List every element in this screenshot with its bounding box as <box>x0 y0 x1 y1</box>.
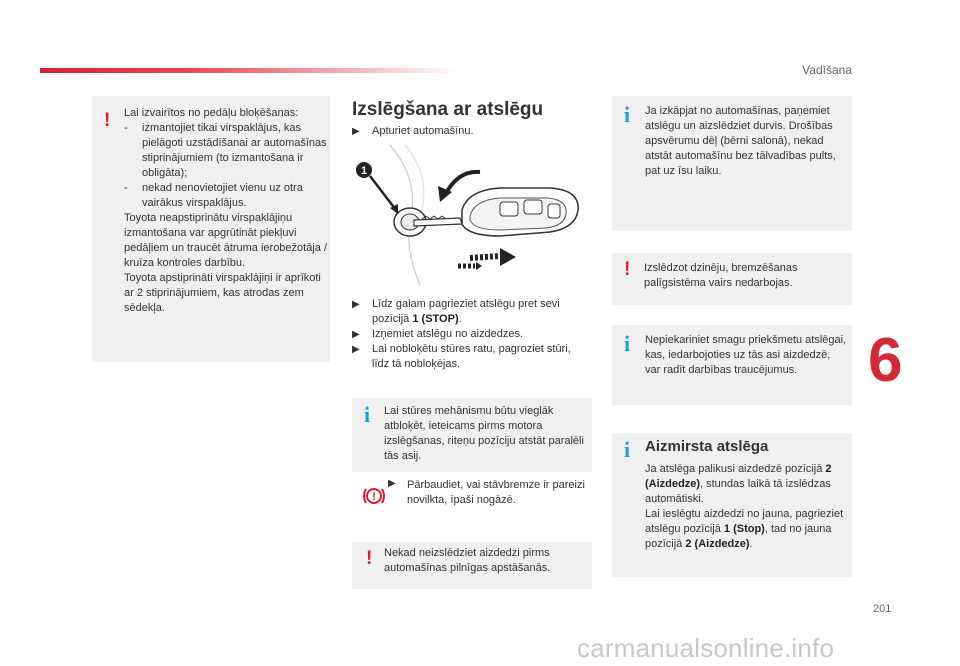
pedal-warning-box <box>92 96 330 362</box>
forgotten-key-box <box>612 433 852 577</box>
leave-car-info-text: Ja izkāpjat no automašīnas, paņemiet atslēgu un aizslēdziet durvis. Drošības apsvērumu dēļ (bērni salonā), nekad atstāt automašīnu bez tālvadības pults, pat uz īsu laiku. <box>645 105 836 177</box>
arrow-bullet-icon: ▶ <box>388 478 396 489</box>
brake-check-text: Pārbaudiet, vai stāvbremze ir pareizi novilkta, īpaši nogāzē. <box>407 479 585 506</box>
heavy-object-info-text: Nepiekariniet smagu priekšmetu atslēgai, kas, iedarbojoties uz tās asi aizdedzē, var radīt darbības traucējumus. <box>645 334 847 376</box>
brake-warning-icon <box>362 484 386 508</box>
brake-check-box <box>352 472 592 534</box>
chapter-number: 6 <box>868 326 903 395</box>
step-item: ▶ Izņemiet atslēgu no aizdedzes. <box>352 328 524 340</box>
arrow-bullet-icon: ▶ <box>352 344 360 355</box>
info-icon: i <box>624 102 631 127</box>
arrow-bullet-icon: ▶ <box>352 299 360 310</box>
step-item: ▶ Līdz galam pagrieziet atslēgu pret sevi pozīcijā 1 (STOP). <box>352 298 560 325</box>
svg-text:!: ! <box>372 491 376 503</box>
list-item: - nekad nenovietojiet vienu uz otra vairākus virspaklājus. <box>124 181 329 211</box>
page-number: 201 <box>873 603 892 615</box>
warning-icon: ! <box>624 259 631 280</box>
section-label: Vadīšana <box>802 63 852 77</box>
forgotten-key-text: Ja atslēga palikusi aizdedzē pozīcijā 2 (Aizdedze), stundas laikā tā izslēdzas automātiski. Lai ieslēgtu aizdedzi no jauna, pagrieziet atslēgu pozīcijā 1 (Stop), tad no jauna pozīcijā 2 (Aizdedze). <box>645 463 844 550</box>
list-item: - izmantojiet tikai virspaklājus, kas pielāgoti uzstādīšanai ar automašīnas stiprinājumiem (to izmantošana ir obligāta); <box>124 121 329 181</box>
warning-icon: ! <box>366 548 373 569</box>
callout-number: 1 <box>360 165 368 177</box>
step-item: ▶ Lai nobloķētu stūres ratu, pagroziet stūri, līdz tā nobloķējas. <box>352 343 571 370</box>
ignition-warning-text: Nekad neizslēdziet aizdedzi pirms automašīnas pilnīgas apstāšanās. <box>384 547 551 574</box>
pedal-warning-intro: Lai izvairītos no pedāļu bloķēšanas: <box>124 107 299 119</box>
brake-assist-warning-text: Izslēdzot dzinēju, bremzēšanas palīgsistēma vairs nedarbojas. <box>644 262 798 289</box>
brake-assist-warning-box <box>612 253 852 305</box>
pedal-warning-para: Toyota neapstiprinātu virspaklājiņu izmantošana var apgrūtināt piekļuvi pedāļiem un traucēt ātruma ierobežotāja / kruīza kontroles darbību. <box>124 212 328 269</box>
pedal-warning-para: Toyota apstiprināti virspaklājiņi ir aprīkoti ar 2 stiprinājumiem, kas atrodas zem sēdekļa. <box>124 272 321 314</box>
arrow-bullet-icon: ▶ <box>352 126 360 137</box>
header-accent-bar <box>40 68 460 73</box>
info-icon: i <box>624 331 631 356</box>
heavy-object-info-box <box>612 325 852 405</box>
steps-list <box>352 297 584 372</box>
steering-info-box <box>352 398 592 472</box>
list-item-text: izmantojiet tikai virspaklājus, kas pielāgoti uzstādīšanai ar automašīnas stiprinājumiem (to izmantošana ir obligāta); <box>142 122 327 179</box>
watermark: carmanualsonline.info <box>577 633 835 663</box>
leave-car-info-box <box>612 96 852 231</box>
pedal-warning-text <box>124 106 329 316</box>
info-icon: i <box>364 402 371 427</box>
key-ignition-illustration <box>350 140 590 290</box>
arrow-bullet-icon: ▶ <box>352 329 360 340</box>
step-item: ▶ Apturiet automašīnu. <box>352 125 474 137</box>
list-item-text: nekad nenovietojiet vienu uz otra vairākus virspaklājus. <box>142 182 303 209</box>
warning-icon: ! <box>104 110 111 131</box>
forgotten-key-title: Aizmirsta atslēga <box>645 438 769 455</box>
page-title: Izslēgšana ar atslēgu <box>352 99 544 120</box>
info-icon: i <box>624 437 631 462</box>
ignition-warning-box <box>352 542 592 589</box>
steering-info-text: Lai stūres mehānismu būtu vieglāk atbloķēt, ieteicams pirms motora izslēgšanas, riteņu pozīciju atstāt paralēli tās asij. <box>384 405 584 462</box>
